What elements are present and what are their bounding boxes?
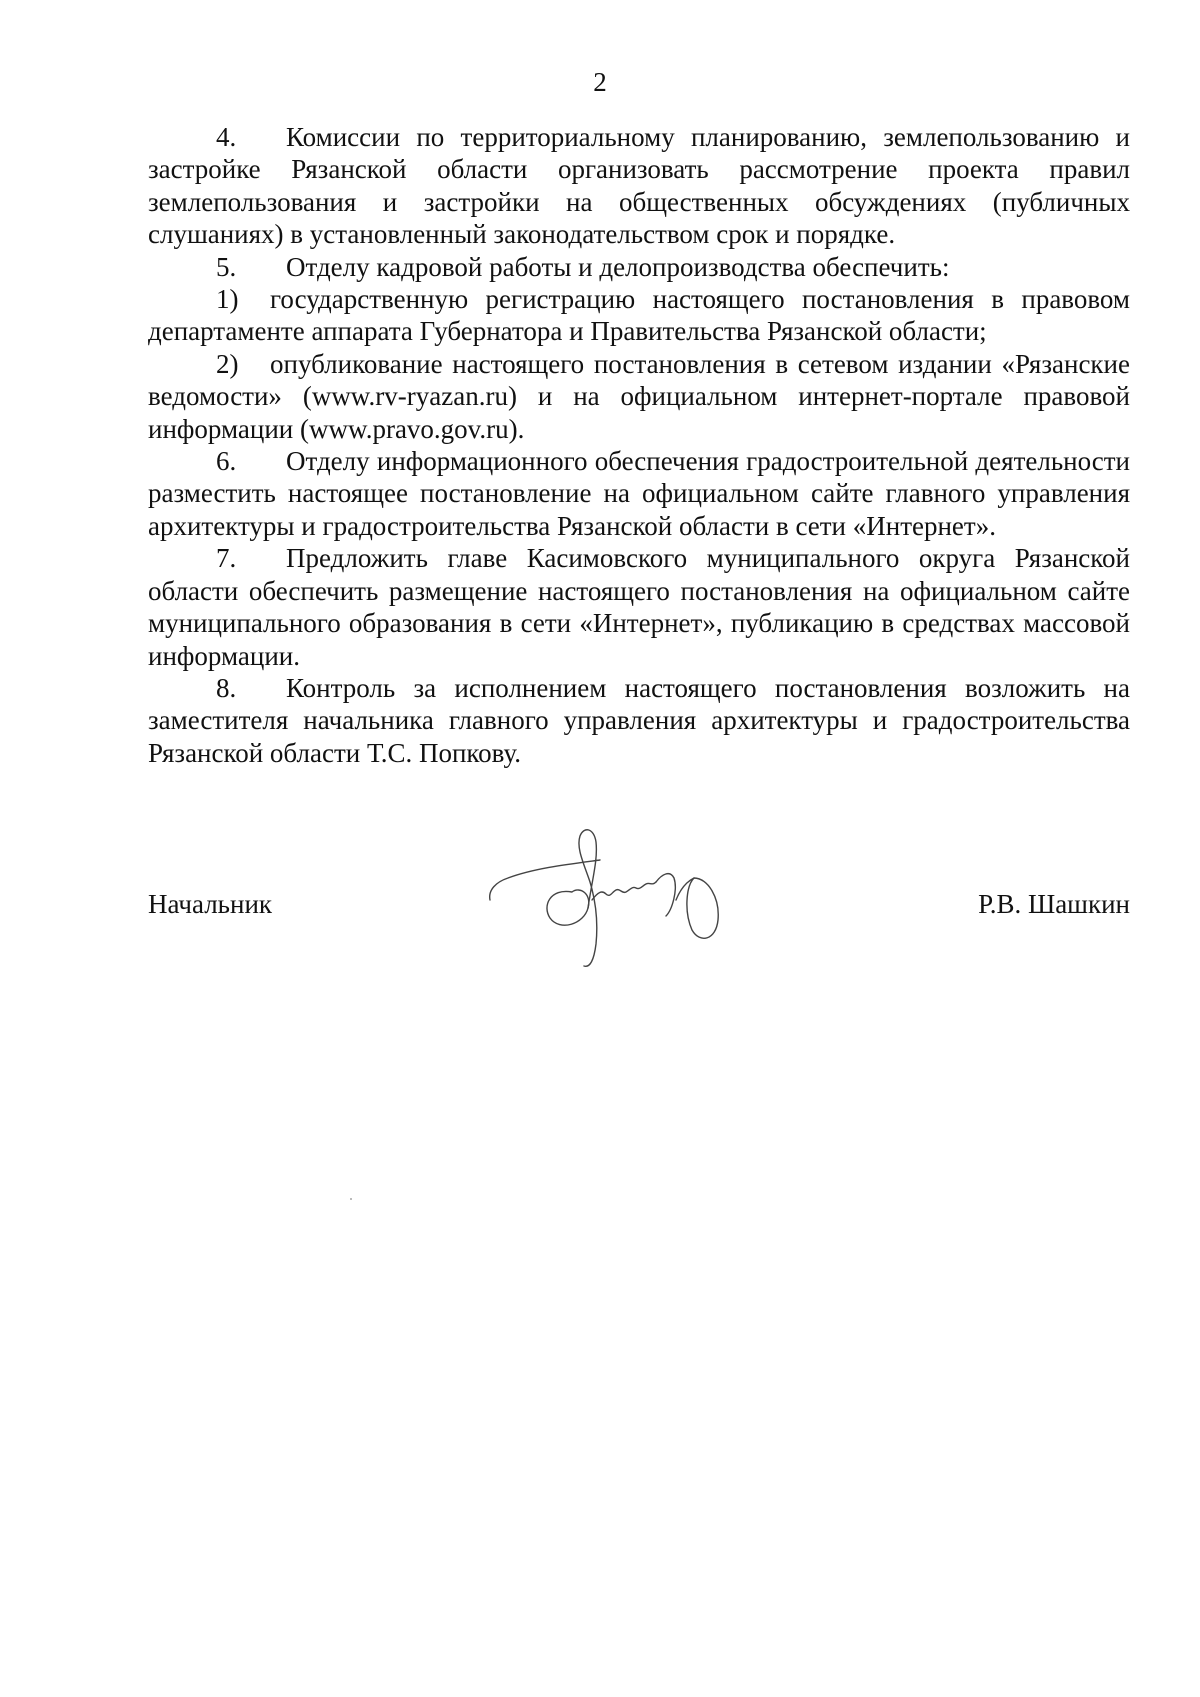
document-body — [148, 121, 1130, 769]
paragraph-number: 8. — [216, 672, 237, 703]
page-number: 2 — [593, 67, 607, 97]
paragraph-5 — [148, 251, 1130, 283]
paragraph-text: Отделу кадровой работы и делопроизводства обеспечить: — [286, 251, 950, 282]
scan-artifact — [350, 1198, 352, 1200]
paragraph-6 — [148, 445, 1130, 542]
subparagraph-5-1 — [148, 283, 1130, 348]
subparagraph-text: опубликование настоящего постановления в сетевом издании «Рязанские ведомости» (www.rv-ryazan.ru) и на официальном интернет-портале правовой информации (www.pravo.gov.ru). — [148, 348, 1130, 444]
paragraph-text: Отделу информационного обеспечения градостроительной деятельности разместить настоящее постановление на официальном сайте главного управления архитектуры и градостроительства Рязанской области в сети «Интернет». — [148, 446, 1130, 541]
subparagraph-5-2 — [148, 348, 1130, 445]
paragraph-number: 5. — [216, 251, 237, 282]
paragraph-text: Контроль за исполнением настоящего постановления возложить на заместителя начальника главного управления архитектуры и градостроительства Рязанской области Т.С. Попкову. — [148, 672, 1130, 768]
signature-block — [148, 888, 1130, 928]
subparagraph-number: 1) — [216, 284, 239, 315]
subparagraph-text: государственную регистрацию настоящего постановления в правовом департаменте аппарата Губернатора и Правительства Рязанской области; — [148, 284, 1130, 347]
paragraph-text: Предложить главе Касимовского муниципального округа Рязанской области обеспечить размещение настоящего постановления на официальном сайте муниципального образования в сети «Интернет», публикацию в средствах массовой информации. — [148, 543, 1130, 671]
subparagraph-number: 2) — [216, 348, 239, 379]
paragraph-number: 4. — [216, 122, 237, 152]
paragraph-4 — [148, 121, 1130, 251]
paragraph-number: 7. — [216, 543, 237, 574]
signatory-name: Р.В. Шашкин — [978, 889, 1130, 919]
signatory-position: Начальник — [148, 889, 273, 919]
paragraph-7 — [148, 542, 1130, 672]
paragraph-number: 6. — [216, 446, 237, 477]
paragraph-text: Комиссии по территориальному планированию, землепользованию и застройке Рязанской области организовать рассмотрение проекта правил землепользования и застройки на общественных обсуждениях (публичных слушаниях) в установленный законодательством срок и порядке. — [148, 122, 1130, 250]
paragraph-8 — [148, 672, 1130, 769]
